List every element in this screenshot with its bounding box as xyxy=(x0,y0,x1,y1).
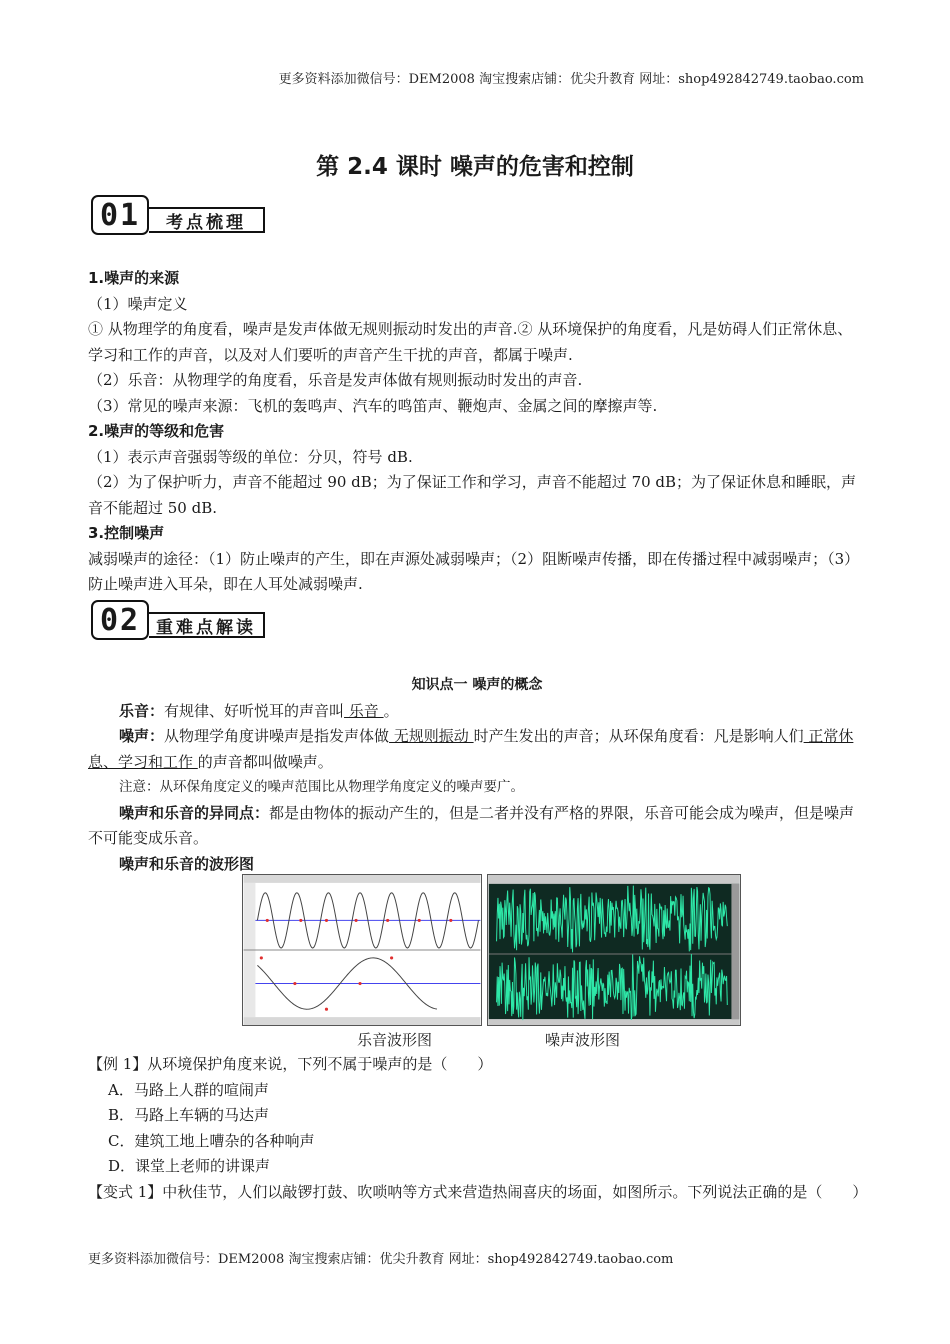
paragraph: （2）为了保护听力，声音不能超过 90 dB；为了保证工作和学习，声音不能超过 70 dB；为了保证休息和睡眠，声音不能超过 50 dB. xyxy=(88,473,857,517)
wave-marker xyxy=(418,919,421,922)
wave-marker xyxy=(386,919,389,922)
example-1 xyxy=(88,1052,866,1205)
noise-definition: 噪声：从物理学角度讲噪声是指发声体做 无规则振动 时产生发出的声音；从环保角度看：凡是影响人们 正常休息、学习和工作 的声音都叫做噪声。 xyxy=(88,727,854,771)
knowledge-point-title: 知识点一 噪声的概念 xyxy=(411,677,543,693)
heading-noise-control: 3.控制噪声 xyxy=(88,524,165,542)
section-badge-02 xyxy=(91,598,265,640)
wave-marker xyxy=(449,919,452,922)
difference-paragraph: 噪声和乐音的异同点：都是由物体的振动产生的，但是二者并没有严格的界限，乐音可能会成为噪声，但是噪声不可能变成乐音。 xyxy=(88,803,855,847)
wave-marker xyxy=(299,919,302,922)
wave-marker xyxy=(390,956,393,959)
section-key-points xyxy=(88,266,866,598)
heading-noise-source: 1.噪声的来源 xyxy=(88,269,180,287)
wave-marker xyxy=(260,956,263,959)
caption-music: 乐音波形图 xyxy=(357,1031,433,1049)
badge-label: 重难点解读 xyxy=(149,612,265,638)
section-difficult-points xyxy=(88,673,866,877)
waveform-heading: 噪声和乐音的波形图 xyxy=(119,854,255,873)
page-header: 更多资料添加微信号：DEM2008 淘宝搜索店铺：优尖升教育 网址：shop492842749.taobao.com xyxy=(278,72,864,87)
note: 注意：从环保角度定义的噪声范围比从物理学角度定义的噪声要广。 xyxy=(119,779,524,795)
paragraph: （2）乐音：从物理学的角度看，乐音是发声体做有规则振动时发出的声音. xyxy=(88,371,583,389)
option-c: C．建筑工地上嘈杂的各种响声 xyxy=(108,1131,315,1150)
paragraph: （1）表示声音强弱等级的单位：分贝，符号 dB. xyxy=(88,447,413,466)
caption-noise: 噪声波形图 xyxy=(545,1031,621,1049)
paragraph: ① 从物理学的角度看，噪声是发声体做无规则振动时发出的声音.② 从环境保护的角度看，凡是妨碍人们正常休息、学习和工作的声音，以及对人们要听的声音产生干扰的声音，都属于噪声. xyxy=(88,320,853,364)
wave-marker xyxy=(266,919,269,922)
option-a: A．马路上人群的喧闹声 xyxy=(108,1080,269,1099)
badge-number: 01 xyxy=(91,195,149,235)
paragraph: 减弱噪声的途径：（1）防止噪声的产生，即在声源处减弱噪声；（2）阻断噪声传播，即在传播过程中减弱噪声；（3）防止噪声进入耳朵，即在人耳处减弱噪声. xyxy=(88,549,860,593)
badge-number: 02 xyxy=(91,600,149,640)
wave-marker xyxy=(355,919,358,922)
page-title: 第 2.4 课时 噪声的危害和控制 xyxy=(316,154,634,180)
option-d: D．课堂上老师的讲课声 xyxy=(108,1157,271,1175)
section-badge-01 xyxy=(91,193,265,235)
music-waveform-figure xyxy=(242,874,482,1026)
music-definition: 乐音：有规律、好听悦耳的声音叫 乐音 。 xyxy=(119,701,399,720)
paragraph: （1）噪声定义 xyxy=(88,294,188,313)
badge-label: 考点梳理 xyxy=(149,207,265,233)
wave-marker xyxy=(358,982,361,985)
wave-marker xyxy=(325,919,328,922)
option-b: B．马路上车辆的马达声 xyxy=(108,1106,270,1124)
wave-marker xyxy=(325,1008,328,1011)
example-stem: 【例 1】从环境保护角度来说，下列不属于噪声的是（ ） xyxy=(88,1055,493,1073)
noise-waveform-figure xyxy=(487,874,741,1026)
paragraph: （3）常见的噪声来源：飞机的轰鸣声、汽车的鸣笛声、鞭炮声、金属之间的摩擦声等. xyxy=(88,396,658,415)
wave-marker xyxy=(293,982,296,985)
heading-noise-level: 2.噪声的等级和危害 xyxy=(88,422,225,440)
page-footer: 更多资料添加微信号：DEM2008 淘宝搜索店铺：优尖升教育 网址：shop492842749.taobao.com xyxy=(88,1252,674,1267)
variant-1-stem: 【变式 1】中秋佳节，人们以敲锣打鼓、吹唢呐等方式来营造热闹喜庆的场面，如图所示。下列说法正确的是（ ） xyxy=(88,1182,868,1201)
